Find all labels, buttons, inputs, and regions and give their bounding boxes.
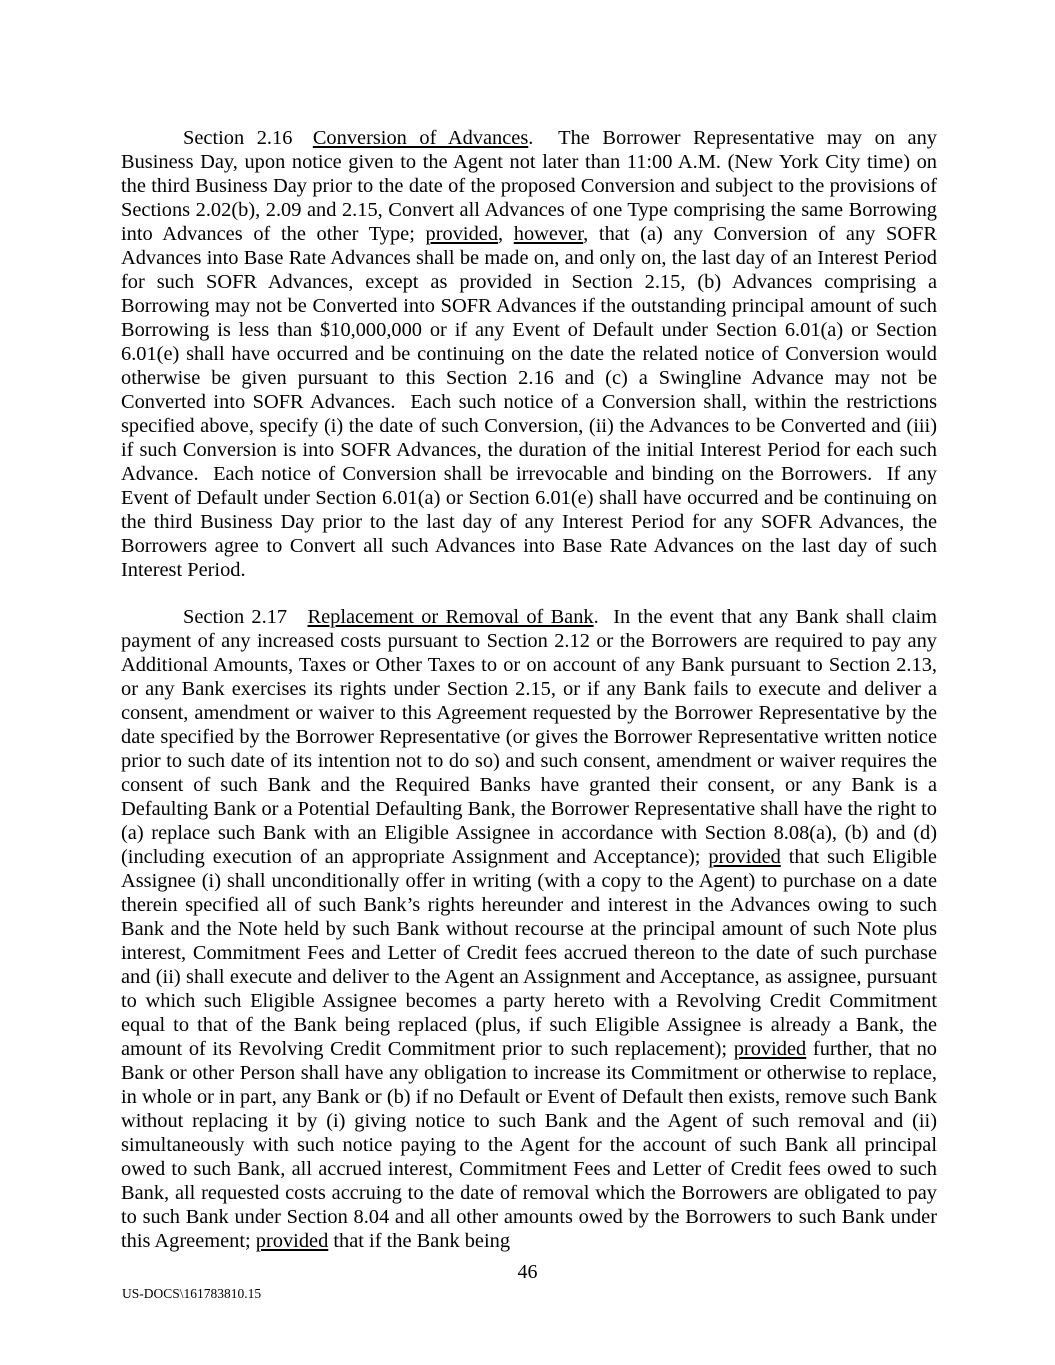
section-2-16-heading: Conversion of Advances [312, 127, 529, 149]
heading-gap [292, 127, 312, 149]
text-run: , that (a) any Conversion of any SOFR Advances into Base Rate Advances shall be made on, and only on, the last day of an Interest Period for such SOFR Advances, except as provided in Section 2.15, (b) Advances comprising a Borrowing may not be Converted into SOFR Advances if the outstanding principal amount of such Borrowing is less than $10,000,000 or if any Event of Default under Section 6.01(a) or Section 6.01(e) shall have occurred and be continuing on the date the related notice of Conversion would otherwise be given pursuant to this Section 2.16 and (c) a Swingline Advance may not be Converted into SOFR Advances. Each such notice of a Conversion shall, within the restrictions specified above, specify (i) the date of such Conversion, (ii) the Advances to be Converted and (iii) if such Conversion is into SOFR Advances, the duration of the initial Interest Period for each such Advance. Each notice of Conversion shall be irrevocable and binding on the Borrowers. If any Event of Default under Section 6.01(a) or Section 6.01(e) shall have occurred and be continuing on the third Business Day prior to the last day of any Interest Period for any SOFR Advances, the Borrowers agree to Convert all such Advances into Base Rate Advances on the last day of such Interest Period. [121, 223, 937, 581]
document-body [121, 126, 937, 1276]
section-2-17-number: Section 2.17 [183, 606, 288, 628]
text-run: that such Eligible Assignee (i) shall unconditionally offer in writing (with a copy to the Agent) to purchase on a date therein specified all of such Bank’s rights hereunder and interest in the Advances owing to such Bank and the Note held by such Bank without recourse at the principal amount of such Note plus interest, Commitment Fees and Letter of Credit fees accrued thereon to the date of such purchase and (ii) shall execute and deliver to the Agent an Assignment and Acceptance, as assignee, pursuant to which such Eligible Assignee becomes a party hereto with a Revolving Credit Commitment equal to that of the Bank being replaced (plus, if such Eligible Assignee is already a Bank, the amount of its Revolving Credit Commitment prior to such replacement); [121, 846, 937, 1060]
document-id-footer: US-DOCS\161783810.15 [122, 1286, 262, 1301]
proviso-term: however [513, 223, 584, 245]
section-2-16-number: Section 2.16 [183, 127, 293, 149]
section-2-17-heading: Replacement or Removal of Bank [307, 606, 594, 628]
heading-gap [287, 606, 307, 628]
text-run: . In the event that any Bank shall claim payment of any increased costs pursuant to Section 2.12 or the Borrowers are required to pay any Additional Amounts, Taxes or Other Taxes to or on account of any Bank pursuant to Section 2.13, or any Bank exercises its rights under Section 2.15, or if any Bank fails to execute and deliver a consent, amendment or waiver to this Agreement requested by the Borrower Representative by the date specified by the Borrower Representative (or gives the Borrower Representative written notice prior to such date of its intention not to do so) and such consent, amendment or waiver requires the consent of such Bank and the Required Banks have granted their consent, or any Bank is a Defaulting Bank or a Potential Defaulting Bank, the Borrower Representative shall have the right to (a) replace such Bank with an Eligible Assignee in accordance with Section 8.08(a), (b) and (d) (including execution of an appropriate Assignment and Acceptance); [121, 606, 937, 868]
paragraph-section-2-16 [121, 126, 937, 582]
proviso-term: provided [733, 1038, 807, 1060]
proviso-term: provided [255, 1230, 329, 1252]
text-run: further, that no Bank or other Person shall have any obligation to increase its Commitment or otherwise to replace, in whole or in part, any Bank or (b) if no Default or Event of Default then exists, remove such Bank without replacing it by (i) giving notice to such Bank and the Agent of such removal and (ii) simultaneously with such notice paying to the Agent for the account of such Bank all principal owed to such Bank, all accrued interest, Commitment Fees and Letter of Credit fees owed to such Bank, all requested costs accruing to the date of removal which the Borrowers are obligated to pay to such Bank under Section 8.04 and all other amounts owed by the Borrowers to such Bank under this Agreement; [121, 1038, 937, 1252]
proviso-term: provided [425, 223, 499, 245]
paragraph-section-2-17 [121, 605, 937, 1253]
text-run: that if the Bank being [328, 1230, 511, 1252]
page-number: 46 [517, 1261, 538, 1283]
text-run: . The Borrower Representative may on any Business Day, upon notice given to the Agent not later than 11:00 A.M. (New York City time) on the third Business Day prior to the date of the proposed Conversion and subject to the provisions of Sections 2.02(b), 2.09 and 2.15, Convert all Advances of one Type comprising the same Borrowing into Advances of the other Type; [121, 127, 937, 245]
text-run: , [498, 223, 514, 245]
proviso-term: provided [708, 846, 781, 868]
